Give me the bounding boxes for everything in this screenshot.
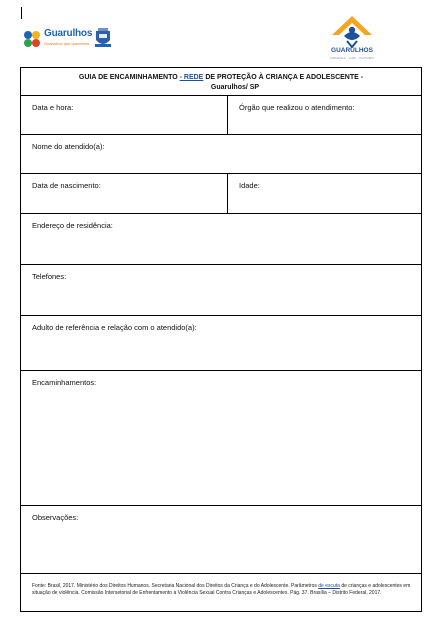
coat-of-arms-icon (94, 27, 112, 49)
referral-form (20, 67, 422, 612)
phones-field[interactable] (21, 265, 421, 315)
reference-adult-label: Adulto de referência e relação com o atendido(a): (32, 323, 197, 332)
observations-row (21, 506, 421, 574)
crianca-logo-brand: GUARULHOS (331, 47, 373, 54)
age-label: Idade: (239, 181, 260, 190)
source-row (21, 574, 421, 611)
house-child-icon (324, 14, 380, 48)
date-time-field[interactable] (21, 96, 228, 134)
age-field[interactable] (228, 174, 421, 213)
organ-field[interactable] (228, 96, 421, 134)
birth-age-row (21, 174, 421, 214)
referrals-label: Encaminhamentos: (32, 378, 97, 387)
form-title-row (21, 68, 421, 96)
form-title-line2: Guarulhos/ SP (210, 84, 260, 91)
birth-date-label: Data de nascimento: (32, 181, 101, 190)
organ-label: Órgão que realizou o atendimento: (239, 103, 355, 112)
city-logo-brand: Guarulhos (44, 28, 93, 39)
form-title-part2: DE PROTEÇÃO À CRIANÇA E ADOLESCENTE - (205, 74, 364, 81)
referrals-field[interactable] (21, 371, 421, 505)
phones-row (21, 265, 421, 316)
source-note (32, 583, 412, 597)
address-field[interactable] (21, 214, 421, 264)
phones-label: Telefones: (32, 272, 67, 281)
form-title-part1: GUIA DE ENCAMINHAMENTO (78, 74, 178, 81)
city-logo-slogan: Guarulhos que queremos (44, 41, 90, 46)
reference-adult-row (21, 316, 421, 371)
name-field[interactable] (21, 135, 421, 173)
source-part2: de crianças e adolescentes em situação de violência. Comissão Intersetorial de Enfrentamento à Violência Sexual Contra Crianças e Adolescentes. Pág. 37. Brasília – Distrito Federal, 2017. (32, 583, 411, 596)
observations-label: Observações: (32, 513, 79, 522)
crianca-logo-tagline: CRIANÇA · LAR · FUTURO (330, 56, 374, 60)
city-emblem-icon (22, 29, 42, 49)
date-org-row (21, 96, 421, 135)
reference-adult-field[interactable] (21, 316, 421, 370)
form-title-link[interactable]: - REDE (179, 74, 204, 81)
address-row (21, 214, 421, 265)
observations-field[interactable] (21, 506, 421, 573)
date-time-label: Data e hora: (32, 103, 74, 112)
text-cursor (21, 7, 22, 19)
source-link[interactable]: de escuta (318, 583, 340, 589)
crianca-lar-logo (324, 14, 380, 64)
address-label: Endereço de residência: (32, 221, 113, 230)
referrals-row (21, 371, 421, 506)
name-row (21, 135, 421, 174)
guarulhos-city-logo (22, 27, 114, 53)
name-label: Nome do atendido(a): (32, 142, 105, 151)
birth-date-field[interactable] (21, 174, 228, 213)
source-part1: Fonte: Brasil, 2017. Ministério dos Direitos Humanos. Secretaria Nacional dos Direitos da Criança e do Adolescente. Parâmetros (32, 583, 317, 589)
